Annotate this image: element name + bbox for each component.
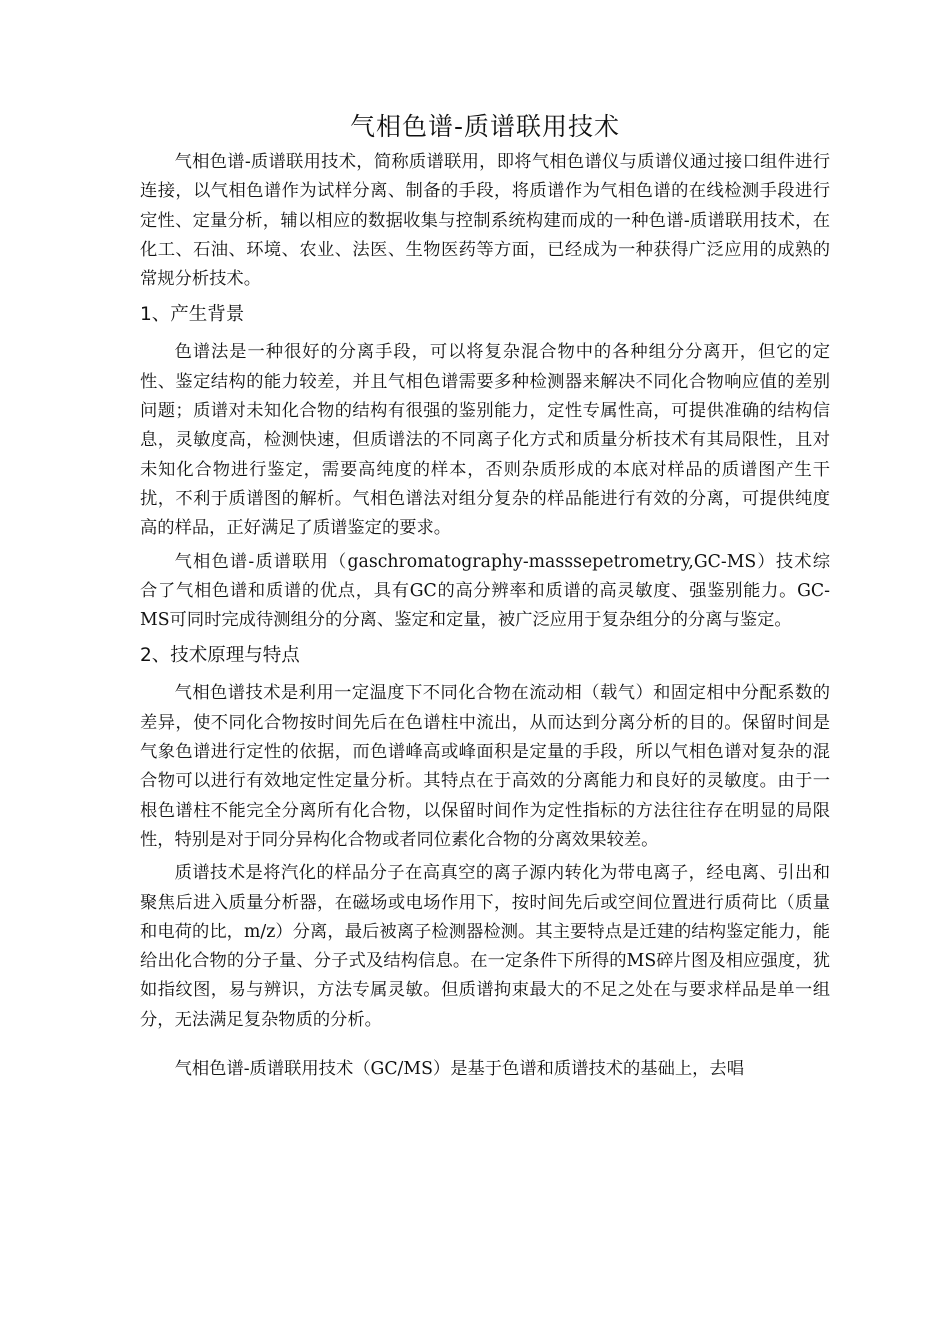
intro-paragraph: 气相色谱-质谱联用技术，简称质谱联用，即将气相色谱仪与质谱仪通过接口组件进行连接，以气相色谱作为试样分离、制备的手段，将质谱作为气相色谱的在线检测手段进行定性、定量分析，辅以相应的数据收集与控制系统构建而成的一种色谱-质谱联用技术，在化工、石油、环境、农业、法医、生物医药等方面，已经成为一种获得广泛应用的成熟的常规分析技术。: [140, 152, 830, 290]
section-heading-background: 1、产生背景: [140, 304, 245, 326]
principles-paragraph-3: 气相色谱-质谱联用技术（GC/MS）是基于色谱和质谱技术的基础上，去唱: [174, 1059, 744, 1080]
document-title: 气相色谱-质谱联用技术: [349, 112, 621, 141]
section-heading-principles: 2、技术原理与特点: [140, 645, 300, 667]
principles-paragraph-1: 气相色谱技术是利用一定温度下不同化合物在流动相（载气）和固定相中分配系数的差异，使不同化合物按时间先后在色谱柱中流出，从而达到分离分析的目的。保留时间是气象色谱进行定性的依据，而色谱峰高或峰面积是定量的手段，所以气相色谱对复杂的混合物可以进行有效地定性定量分析。其特点在于高效的分离能力和良好的灵敏度。由于一根色谱柱不能完全分离所有化合物，以保留时间作为定性指标的方法往往存在明显的局限性，特别是对于同分异构化合物或者同位素化合物的分离效果较差。: [140, 683, 830, 850]
background-paragraph-2: 气相色谱-质谱联用（gaschromatography-masssepetrometry,GC-MS）技术综合了气相色谱和质谱的优点，具有GC的高分辨率和质谱的高灵敏度、强鉴别能力。GC-MS可同时完成待测组分的分离、鉴定和定量，被广泛应用于复杂组分的分离与鉴定。: [140, 551, 830, 631]
document-page: [140, 108, 830, 1084]
background-paragraph-1: 色谱法是一种很好的分离手段，可以将复杂混合物中的各种组分分离开，但它的定性、鉴定结构的能力较差，并且气相色谱需要多种检测器来解决不同化合物响应值的差别问题；质谱对未知化合物的结构有很强的鉴别能力，定性专属性高，可提供准确的结构信息，灵敏度高，检测快速，但质谱法的不同离子化方式和质量分析技术有其局限性，且对未知化合物进行鉴定，需要高纯度的样本，否则杂质形成的本底对样品的质谱图产生干扰，不利于质谱图的解析。气相色谱法对组分复杂的样品能进行有效的分离，可提供纯度高的样品，正好满足了质谱鉴定的要求。: [140, 342, 830, 539]
principles-paragraph-2: 质谱技术是将汽化的样品分子在高真空的离子源内转化为带电离子，经电离、引出和聚焦后进入质量分析器，在磁场或电场作用下，按时间先后或空间位置进行质荷比（质量和电荷的比，m/z）分离，最后被离子检测器检测。其主要特点是迁建的结构鉴定能力，能给出化合物的分子量、分子式及结构信息。在一定条件下所得的MS碎片图及相应强度，犹如指纹图，易与辨识，方法专属灵敏。但质谱拘束最大的不足之处在与要求样品是单一组分，无法满足复杂物质的分析。: [140, 863, 830, 1030]
